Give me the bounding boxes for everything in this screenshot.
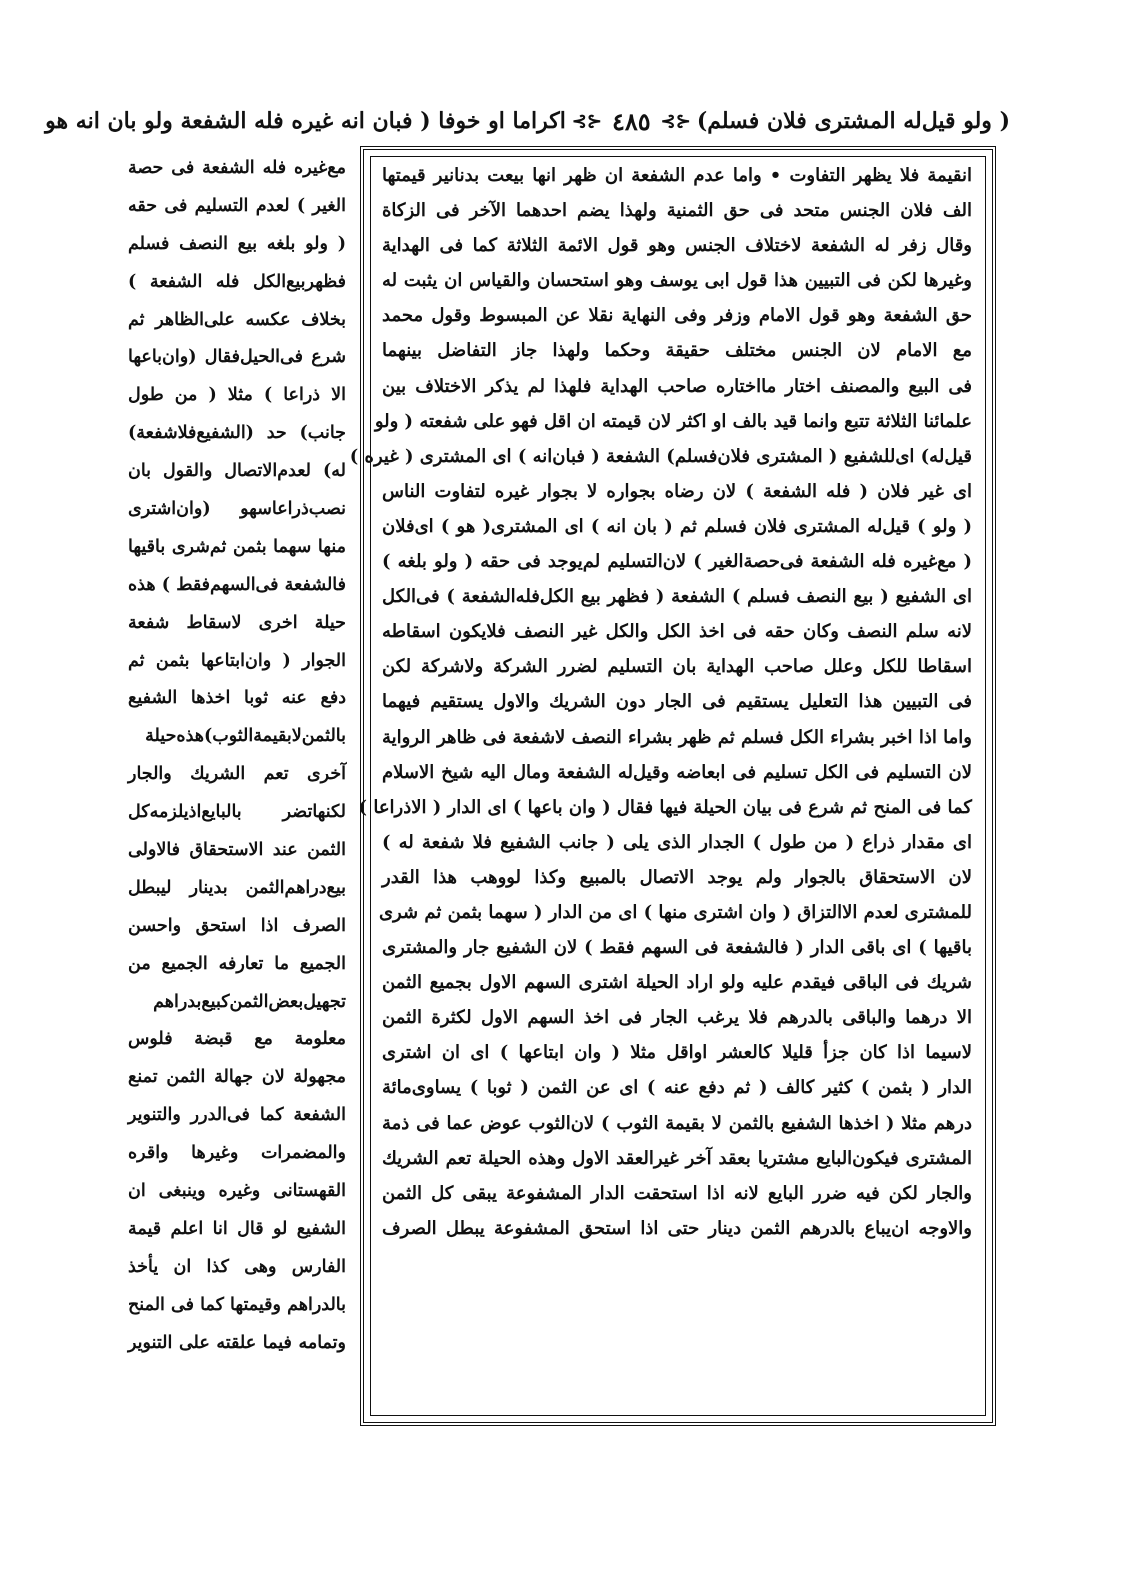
commentary-line: شريك فى الباقى فيقدم عليه ولو اراد الحيلة اشترى السهم الاول بجميع الثمن [382, 972, 972, 994]
margin-line: نصب‌ذراعاسهو (وان‌اشترى [128, 499, 346, 520]
commentary-line: اى الشفيع ( بيع النصف فسلم ) الشفعة ( فظهر بيع الكل‌فله‌الشفعة ) فى‌الكل [382, 586, 972, 608]
commentary-line: انقيمة فلا يظهر التفاوت • واما عدم الشفعة ان ظهر انها بيعت بدنانير قيمتها [382, 165, 972, 186]
commentary-line: والجار لكن فيه ضرر البايع لانه اذا استحقت الدار المشفوعة يبقى كل الثمن [382, 1182, 972, 1204]
commentary-line: الف فلان الجنس متحد فى حق الثمنية ولهذا يضم احدهما الآخر فى الزكاة [382, 200, 972, 222]
margin-line: فظهر‌بيع‌الكل فله الشفعة ) [128, 271, 346, 292]
commentary-line: والاوجه ان‌يباع بالدرهم الثمن دينار حتى اذا استحق المشفوعة يبطل الصرف [382, 1217, 972, 1239]
margin-line: الا ذراعا ) مثلا ( من طول [128, 385, 346, 406]
margin-line: شرع فى‌الحيل‌فقال (وان‌باعها [128, 347, 346, 368]
margin-line: الشفعة كما فى‌الدرر والتنوير [128, 1105, 346, 1126]
commentary-line: لان التسليم فى الكل تسليم فى ابعاضه وقيل‌له الشفعة ومال اليه شيخ الاسلام [382, 761, 972, 783]
margin-line: تجهيل‌بعض‌الثمن‌كبيع‌بدراهم [153, 991, 346, 1012]
commentary-line: للمشترى لعدم الاالتزاق ( وان اشترى منها ) اى من الدار ( سهما بثمن ثم شرى [378, 901, 972, 923]
margin-line: دفع عنه ثوبا اخذها الشفيع [128, 688, 346, 709]
margin-line: القهستانى وغيره وينبغى ان [128, 1181, 346, 1202]
margin-line: له) لعدم‌الاتصال والقول بان [128, 461, 346, 482]
commentary-line: علمائنا الثلاثة تتبع وانما قيد بالف او اكثر لان قيمته ان اقل فهو على شفعته ( ولو [374, 410, 972, 432]
margin-line: مجهولة لان جهالة الثمن تمنع [128, 1067, 346, 1088]
commentary-line: اى غير فلان ( فله الشفعة ) لان رضاه بجواره لا بجوار غيره لتفاوت الناس [382, 480, 972, 502]
commentary-line: فى البيع والمصنف اختار مااختاره صاحب الهداية فلهذا لم يذكر الاختلاف بين [382, 375, 972, 397]
margin-line: وتمامه فيما علقته على التنوير [128, 1332, 346, 1353]
commentary-line: وغيرها لكن فى التبيين هذا قول ابى يوسف وهو استحسان والقياس ان يثبت له [382, 270, 972, 292]
margin-line: الصرف اذا استحق واحسن [128, 915, 346, 936]
margin-text [128, 150, 346, 1440]
margin-line: حيلة اخرى لاسقاط شفعة [128, 612, 346, 633]
commentary-line: وقال زفر له الشفعة لاختلاف الجنس وهو قول الائمة الثلاثة كما فى الهداية [382, 235, 972, 257]
header-left-text: ( ولو قيل‌له المشترى فلان فسلم) [696, 108, 1010, 134]
commentary-line: واما اذا اخبر بشراء الكل فسلم ثم ظهر بشراء النصف لاشفعة فى ظاهر الرواية [382, 726, 972, 748]
commentary-line: اى مقدار ذراع ( من طول ) الجدار الذى يلى ( جانب الشفيع فلا شفعة له ) [382, 831, 972, 853]
commentary-line: ( مع‌غيره فله الشفعة فى‌حصة‌الغير ) لان‌التسليم لم‌يوجد فى حقه ( ولو بلغه ) [382, 551, 972, 573]
margin-line: بالدراهم وقيمتها كما فى المنح [128, 1294, 346, 1315]
margin-line: آخرى تعم الشريك والجار [128, 764, 346, 785]
commentary-line: لانه سلم النصف وكان حقه فى اخذ الكل والكل غير النصف فلايكون اسقاطه [382, 621, 972, 643]
margin-line: الجميع ما تعارفه الجميع من [128, 953, 346, 974]
margin-line: جانب) حد (الشفيع‌فلاشفعة) [128, 423, 346, 444]
margin-line: بيع‌دراهم‌الثمن بدينار ليبطل [128, 877, 346, 898]
page-number: ٤٨٥ [612, 106, 651, 136]
commentary-line: المشترى فيكون‌البايع مشتريا بعقد آخر غيرالعقد الاول وهذه الحيلة تعم الشريك [382, 1147, 972, 1169]
commentary-line: مع الامام لان الجنس مختلف حقيقة وحكما ولهذا جاز التفاضل بينهما [382, 340, 972, 362]
margin-line: لكنهاتضر بالبايع‌اذيلزمه‌كل [128, 802, 346, 823]
commentary-line: لاسيما اذا كان جزأ قليلا كالعشر اواقل مثلا ( وان ابتاعها ) اى ان اشترى [382, 1042, 972, 1064]
margin-line: الغير ) لعدم التسليم فى حقه [128, 195, 346, 216]
header-right-text: اكراما او خوفا ( فبان انه غيره فله الشفعة ولو بان انه هو [45, 108, 566, 134]
margin-line: والمضمرات وغيرها واقره [128, 1143, 346, 1164]
ornament-right-icon: ⊰⊱ [571, 110, 602, 132]
commentary-line: درهم مثلا ( اخذها الشفيع بالثمن لا بقيمة الثوب ) لان‌الثوب عوض عما فى ذمة [382, 1112, 972, 1134]
commentary-line: حق الشفعة وهو قول الامام وزفر وفى النهاية نقلا عن المبسوط وقول محمد [382, 305, 972, 327]
margin-line: ( ولو بلغه بيع النصف فسلم [128, 233, 346, 254]
commentary-line: فى التبيين هذا التعليل يستقيم فى الجار دون الشريك والاول يستقيم فيهما [382, 691, 972, 713]
margin-line: الشفيع لو قال انا اعلم قيمة [128, 1218, 346, 1239]
commentary-line: قيل‌له) اى‌للشفيع ( المشترى فلان‌فسلم) الشفعة ( فبان‌انه ) اى المشترى ( غيره ) [349, 445, 972, 467]
margin-line: بخلاف عكسه على‌الظاهر ثم [128, 309, 346, 330]
margin-line: فالشفعة فى‌السهم‌فقط ) هذه [128, 574, 346, 595]
commentary-line: ( ولو ) قيل‌له المشترى فلان فسلم ثم ( بان انه ) اى المشترى( هو ) اى‌فلان [382, 515, 972, 537]
commentary-line: باقيها ) اى باقى الدار ( فالشفعة فى السهم فقط ) لان الشفيع جار والمشترى [382, 937, 972, 959]
ornament-left-icon: ⊰⊱ [660, 110, 691, 132]
margin-line: الفارس وهى كذا ان يأخذ [128, 1256, 346, 1277]
commentary-line: كما فى المنح ثم شرع فى بيان الحيلة فيها فقال ( وان باعها ) اى الدار ( الاذراعا ) [358, 796, 972, 818]
margin-line: الثمن عند الاستحقاق فالاولى [128, 840, 346, 861]
margin-line: بالثمن‌لابقيمة‌الثوب)هذه‌حيلة [145, 726, 346, 747]
commentary-line: الدار ( بثمن ) كثير كالف ( ثم دفع عنه ) اى عن الثمن ( ثوبا ) يساوى‌مائة [382, 1077, 972, 1099]
commentary-line: الا درهما والباقى بالدرهم فلا يرغب الجار فى اخذ السهم الاول لكثرة الثمن [382, 1007, 972, 1029]
commentary-text [349, 158, 972, 1420]
commentary-line: لان الاستحقاق بالجوار ولم يوجد الاتصال بالمبيع وكذا لووهب هذا القدر [382, 866, 972, 888]
running-header [45, 104, 1010, 138]
margin-line: منها سهما بثمن ثم‌شرى باقيها [128, 536, 346, 557]
margin-line: معلومة مع قبضة فلوس [128, 1029, 346, 1050]
margin-line: الجوار ( وان‌ابتاعها بثمن ثم [128, 650, 346, 671]
commentary-line: اسقاطا للكل وعلل صاحب الهداية بان التسليم لضرر الشركة ولاشركة لكن [382, 656, 972, 678]
margin-line: مع‌غيره فله الشفعة فى حصة [128, 158, 346, 178]
